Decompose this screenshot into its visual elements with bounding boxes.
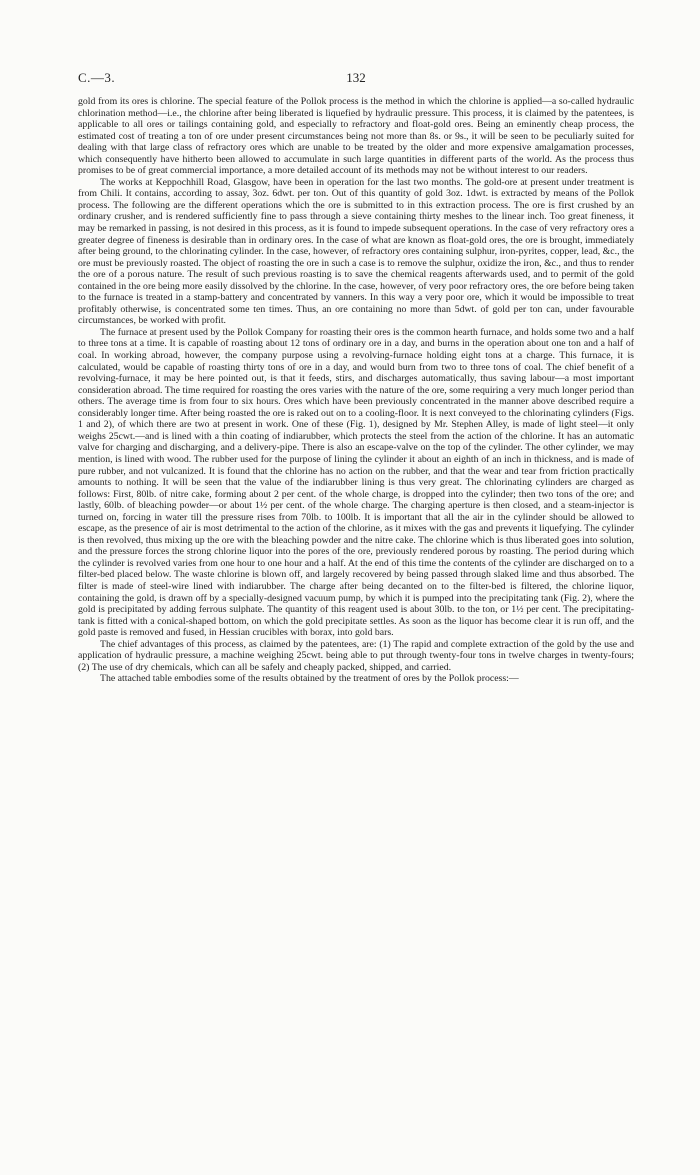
paragraph-keppochhill-works: The works at Keppochhill Road, Glasgow, have been in operation for the last two months. The gold-ore at present under treatment is from Chili. It contains, according to assay, 3oz. 6dwt. per ton. Out of this quantity of gold 3oz. 1dwt. is extracted by means of the Pollok process. The following are the different operations which the ore is submitted to in this extraction process. The ore is first crushed by an ordinary crusher, and is rendered sufficiently fine to pass through a sieve containing thirty meshes to the linear inch. Too great fineness, it may be remarked in passing, is not desired in this process, as it is found to impede subsequent operations. In the case of very refractory ores a greater degree of fineness is desirable than in ordinary ores. In the case of what are known as float-gold ores, the ore is brought, immediately after being ground, to the chlorinating cylinder. In the case, however, of refractory ores containing sulphur, iron-pyrites, copper, lead, &c., the ore must be previously roasted. The object of roasting the ore in such a case is to remove the sulphur, oxidize the iron, &c., and thus to render the ore of a porous nature. The result of such previous roasting is to save the chemical reagents afterwards used, and to permit of the gold contained in the ore being more easily dissolved by the chlorine. In the case, however, of very poor refractory ores, the ore before being taken to the furnace is treated in a stamp-battery and concentrated by vanners. In this way a very poor ore, which it would be impossible to treat profitably otherwise, is concentrated some ten times. Thus, an ore containing no more than 5dwt. of gold per ton can, under favourable circumstances, be worked with profit. xyxy=(78,176,634,327)
document-reference: C.—3. xyxy=(78,70,116,85)
paragraph-furnace-and-cylinders: The furnace at present used by the Pollok Company for roasting their ores is the common hearth furnace, and holds some two and a half to three tons at a time. It is capable of roasting about 12 tons of ordinary ore in a day, and burns in the operation about one ton and a half of coal. In working abroad, however, the company purpose using a revolving-furnace holding eight tons at a charge. This furnace, it is calculated, would be capable of roasting thirty tons of ore in a day, and would burn from two to three tons of coal. The chief benefit of a revolving-furnace, it may be here pointed out, is that it feeds, stirs, and discharges automatically, thus saving labour—a most important consideration abroad. The time required for roasting the ores varies with the nature of the ore, some requiring a very much longer period than others. The average time is from four to six hours. Ores which have been previously concentrated in the manner above described require a considerably longer time. After being roasted the ore is raked out on to a cooling-floor. It is next conveyed to the chlorinating cylinders (Figs. 1 and 2), of which there are two at present in work. One of these (Fig. 1), designed by Mr. Stephen Alley, is made of light steel—it only weighs 25cwt.—and is lined with a thin coating of indiarubber, which protects the steel from the action of the chlorine. It has an automatic valve for charging and discharging, and a delivery-pipe. There is also an escape-valve on the top of the cylinder. The other cylinder, we may mention, is lined with wood. The rubber used for the purpose of lining the cylinder it about an eighth of an inch in thickness, and is made of pure rubber, and not vulcanized. It is found that the chlorine has no action on the rubber, and that the wear and tear from friction practically amounts to nothing. It will be seen that the value of the indiarubber lining is thus very great. The chlorinating cylinders are charged as follows: First, 80lb. of nitre cake, forming about 2 per cent. of the whole charge, is dropped into the cylinder; then two tons of the ore; and lastly, 60lb. of bleaching powder—or about 1½ per cent. of the whole charge. The charging aperture is then closed, and a steam-injector is turned on, forcing in water till the pressure rises from 70lb. to 100lb. It is important that all the air in the cylinder should be allowed to escape, as the presence of air is most detrimental to the action of the chlorine, as it mixes with the gas and prevents it liquefying. The cylinder is then revolved, thus mixing up the ore with the bleaching powder and the nitre cake. The chlorine which is thus liberated goes into solution, and the pressure forces the strong chlorine liquor into the pores of the ore, previously rendered porous by roasting. The period during which the cylinder is revolved varies from one hour to one hour and a half. At the end of this time the contents of the cylinder are discharged on to a filter-bed placed below. The waste chlorine is blown off, and largely recovered by being passed through slaked lime and thus absorbed. The filter is made of steel-wire lined with indiarubber. The charge after being decanted on to the filter-bed is filtered, the chlorine liquor, containing the gold, is drawn off by a specially-designed vacuum pump, by which it is pumped into the precipitating tank (Fig. 2), where the gold is precipitated by adding ferrous sulphate. The quantity of this reagent used is about 30lb. to the ton, or 1½ per cent. The precipitating-tank is fitted with a conical-shaped bottom, on which the gold precipitate settles. As soon as the liquor has become clear it is run off, and the gold paste is removed and fused, in Hessian crucibles with borax, into gold bars. xyxy=(78,326,634,639)
page-number: 132 xyxy=(346,70,366,85)
paragraph-table-intro: The attached table embodies some of the results obtained by the treatment of ores by the Pollok process:— xyxy=(100,673,519,685)
body-text xyxy=(78,96,634,685)
paragraph-chlorine-intro: gold from its ores is chlorine. The special feature of the Pollok process is the method in which the chlorine is applied—a so-called hydraulic chlorination method—i.e., the chlorine after being liberated is liquefied by hydraulic pressure. This process, it is claimed by the patentees, is applicable to all ores or tailings containing gold, and especially to refractory and float-gold ores. Being an eminently cheap process, the estimated cost of treating a ton of ore under present circumstances being not more than 8s. or 9s., it will be seen to be peculiarly suited for dealing with that large class of refractory ores which are unable to be treated by the older and more expensive amalgamation processes, which consequently have hitherto been allowed to accumulate in such large quantities in different parts of the world. As the process thus promises to be of great commercial importance, a more detailed account of its methods may not be without interest to our readers. xyxy=(78,96,634,177)
page-header xyxy=(78,70,634,92)
paragraph-advantages: The chief advantages of this process, as claimed by the patentees, are: (1) The rapid and complete extraction of the gold by the use and application of hydraulic pressure, a machine weighing 25cwt. being able to put through twenty-four tons in twelve charges in twenty-fours; (2) The use of dry chemicals, which can all be safely and cheaply packed, shipped, and carried. xyxy=(78,638,634,673)
